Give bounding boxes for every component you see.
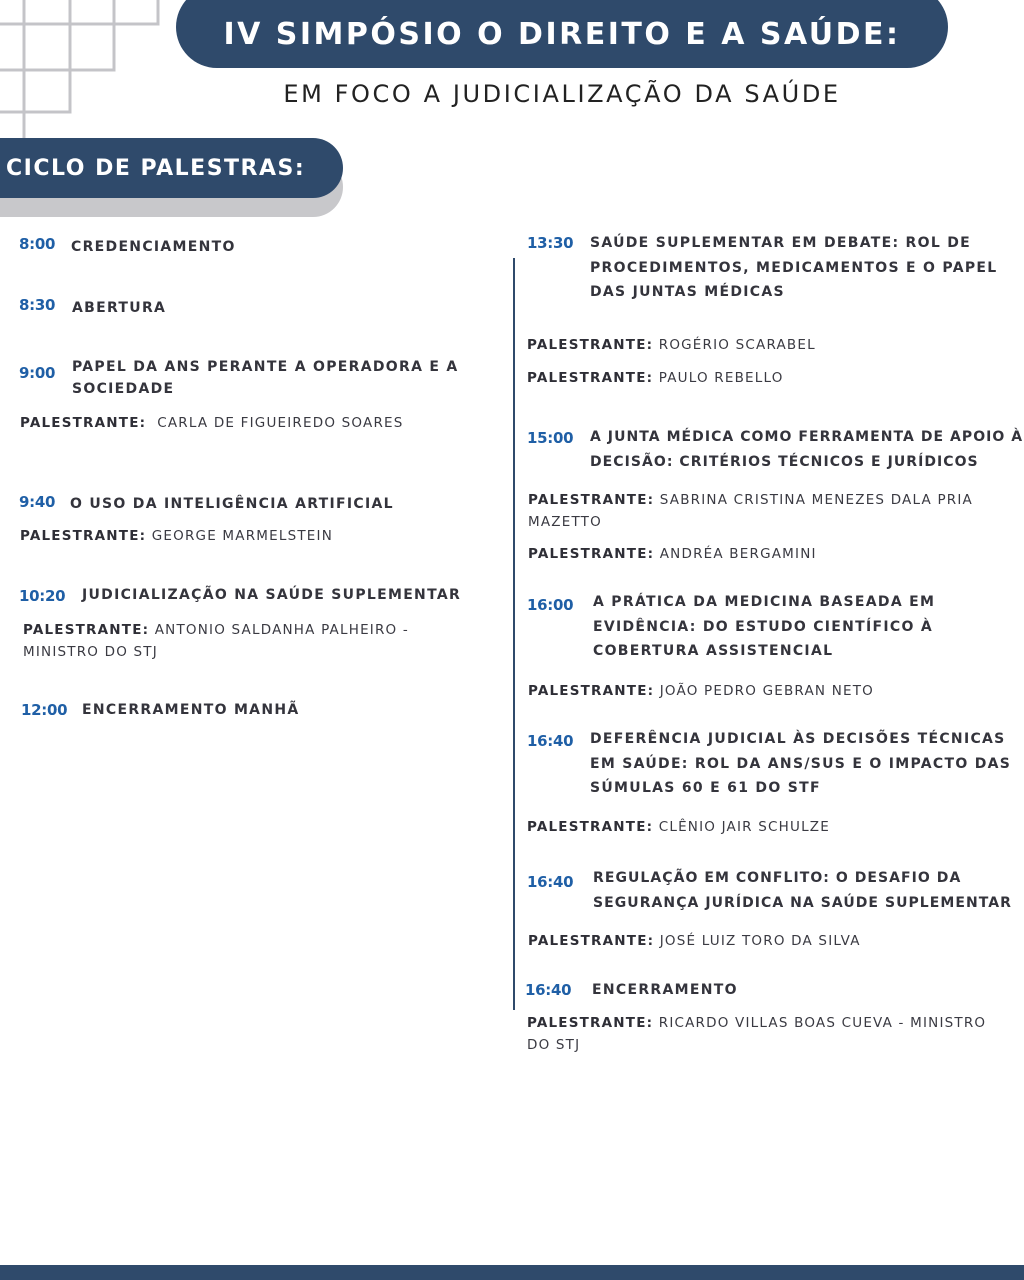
session-title: DEFERÊNCIA JUDICIAL ÀS DECISÕES TÉCNICAS EM SAÚDE: ROL DA ANS/SUS E O IMPACTO DAS SÚMULAS 60 E 61 DO STF (590, 731, 1012, 796)
session-time: 16:00 (527, 596, 574, 614)
session-title: CREDENCIAMENTO (71, 239, 236, 255)
speaker-name: GEORGE MARMELSTEIN (151, 528, 334, 544)
session-time: 16:40 (527, 732, 574, 750)
session-title: REGULAÇÃO EM CONFLITO: O DESAFIO DA SEGURANÇA JURÍDICA NA SAÚDE SUPLEMENTAR (593, 870, 1012, 911)
section-banner (0, 138, 343, 198)
session-title: O USO DA INTELIGÊNCIA ARTIFICIAL (70, 496, 394, 512)
session-title: A PRÁTICA DA MEDICINA BASEADA EM EVIDÊNCIA: DO ESTUDO CIENTÍFICO À COBERTURA ASSISTENCIAL (593, 594, 936, 659)
footer-bar (0, 1265, 1024, 1280)
session-time: 16:40 (527, 873, 574, 891)
event-title-banner (176, 0, 948, 68)
event-title: IV SIMPÓSIO O DIREITO E A SAÚDE: (223, 16, 901, 52)
session-title: JUDICIALIZAÇÃO NA SAÚDE SUPLEMENTAR (82, 587, 462, 603)
session-time: 9:40 (19, 493, 56, 511)
session-time: 13:30 (527, 234, 574, 252)
column-divider (513, 258, 515, 1010)
speaker-name: CARLA DE FIGUEIREDO SOARES (157, 415, 404, 431)
speaker-name: RICARDO VILLAS BOAS CUEVA - MINISTRO DO STJ (527, 1015, 987, 1053)
session-title: PAPEL DA ANS PERANTE A OPERADORA E A SOCIEDADE (72, 359, 459, 397)
session-title: ENCERRAMENTO MANHÃ (82, 702, 300, 718)
speaker-name: SABRINA CRISTINA MENEZES DALA PRIA MAZETTO (528, 492, 973, 530)
session-time: 8:30 (19, 296, 56, 314)
speaker-label: PALESTRANTE: (528, 933, 655, 949)
decorative-grid (0, 0, 170, 140)
session-speaker (20, 412, 404, 434)
section-title: CICLO DE PALESTRAS: (6, 155, 306, 181)
session-speaker (527, 367, 784, 389)
session-time: 16:40 (525, 981, 572, 999)
session-title: SAÚDE SUPLEMENTAR EM DEBATE: ROL DE PROCEDIMENTOS, MEDICAMENTOS E O PAPEL DAS JUNTAS MÉDICAS (590, 235, 998, 300)
speaker-label: PALESTRANTE: (23, 622, 150, 638)
session-time: 12:00 (21, 701, 68, 719)
session-time: 9:00 (19, 364, 56, 382)
session-title: ABERTURA (72, 300, 167, 316)
speaker-label: PALESTRANTE: (527, 1015, 654, 1031)
speaker-name: JOSÉ LUIZ TORO DA SILVA (659, 933, 861, 949)
speaker-label: PALESTRANTE: (20, 528, 147, 544)
session-time: 8:00 (19, 235, 56, 253)
session-speaker (20, 525, 333, 547)
session-speaker (528, 543, 817, 565)
session-speaker (528, 680, 874, 702)
speaker-name: PAULO REBELLO (658, 370, 784, 386)
session-title: A JUNTA MÉDICA COMO FERRAMENTA DE APOIO À DECISÃO: CRITÉRIOS TÉCNICOS E JURÍDICOS (590, 429, 1024, 470)
speaker-label: PALESTRANTE: (20, 415, 147, 431)
session-speaker (527, 816, 830, 838)
event-subtitle: EM FOCO A JUDICIALIZAÇÃO DA SAÚDE (283, 80, 841, 108)
speaker-label: PALESTRANTE: (528, 683, 655, 699)
session-time: 15:00 (527, 429, 574, 447)
session-speaker (527, 1012, 997, 1056)
session-title: ENCERRAMENTO (592, 982, 738, 998)
speaker-label: PALESTRANTE: (528, 546, 655, 562)
session-speaker (528, 489, 978, 533)
speaker-label: PALESTRANTE: (527, 370, 654, 386)
speaker-name: ANTONIO SALDANHA PALHEIRO - MINISTRO DO STJ (23, 622, 409, 660)
speaker-name: ROGÉRIO SCARABEL (658, 337, 816, 353)
session-speaker (23, 619, 453, 663)
speaker-label: PALESTRANTE: (528, 492, 655, 508)
speaker-name: CLÊNIO JAIR SCHULZE (658, 819, 830, 835)
session-speaker (527, 334, 816, 356)
speaker-name: JOÃO PEDRO GEBRAN NETO (659, 683, 874, 699)
speaker-label: PALESTRANTE: (527, 819, 654, 835)
speaker-label: PALESTRANTE: (527, 337, 654, 353)
speaker-name: ANDRÉA BERGAMINI (659, 546, 817, 562)
session-time: 10:20 (19, 587, 66, 605)
session-speaker (528, 930, 861, 952)
